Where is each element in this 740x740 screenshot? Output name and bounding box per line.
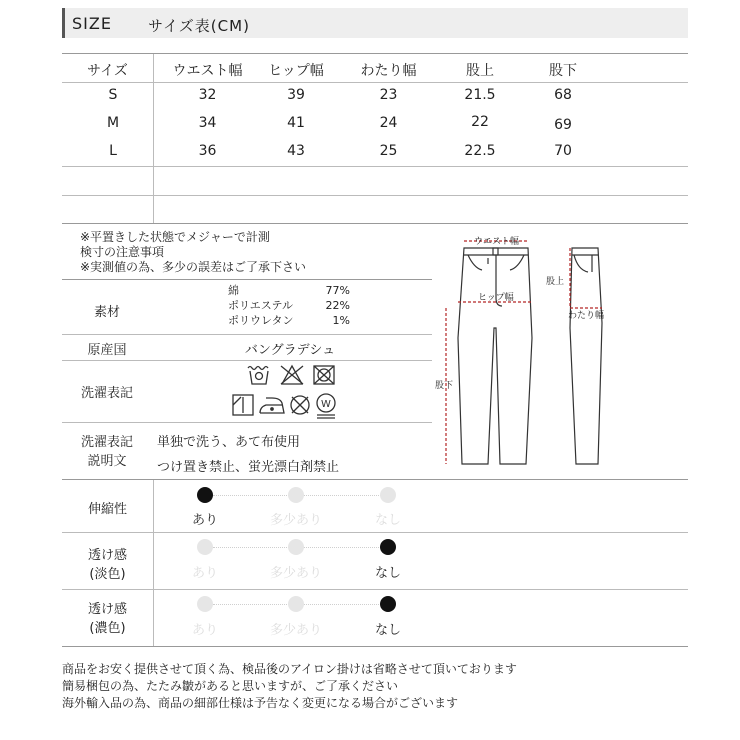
hip-label: ヒップ幅 [478, 293, 514, 303]
footer-note-ironing: 商品をお安く提供させて頂く為、検品後のアイロン掛けは省略させて頂いております [62, 662, 517, 676]
rating-dot [197, 596, 213, 612]
rating-dot-selected [380, 539, 396, 555]
material-name: ポリウレタン [228, 314, 294, 327]
material-name: ポリエステル [228, 299, 294, 312]
no-tumble-dry-icon [314, 366, 334, 384]
origin-label: 原産国 [87, 343, 127, 358]
material-pct: 1% [332, 314, 350, 327]
cell-rise: 22.5 [464, 143, 496, 159]
rating-option: あり [191, 623, 218, 638]
rating-option: なし [374, 513, 401, 528]
header-size-label: SIZE [72, 14, 112, 33]
rating-option: あり [191, 513, 218, 528]
cell-waist: 36 [198, 143, 217, 159]
rise-label: 股上 [546, 277, 565, 287]
pants-diagram [430, 228, 620, 476]
note-tolerance: ※実測値の為、多少の誤差はご了承下さい [80, 260, 307, 274]
note-caution: 検寸の注意事項 [80, 245, 165, 259]
origin-value: バングラデシュ [244, 343, 336, 358]
cell-hip: 41 [287, 115, 305, 131]
thigh-label: わたり幅 [568, 311, 605, 321]
rating-label: 透け感 [87, 602, 127, 617]
waist-label: ウエスト幅 [474, 237, 520, 247]
wash-icons [230, 362, 350, 420]
wash-desc-line-2: つけ置き禁止、蛍光漂白剤禁止 [157, 460, 340, 475]
col-header-inseam: 股下 [549, 63, 577, 79]
cell-thigh: 25 [379, 143, 398, 159]
cell-inseam: 69 [554, 117, 572, 133]
cell-size: L [109, 143, 117, 159]
cell-size: M [106, 115, 120, 131]
cell-waist: 32 [198, 87, 217, 103]
wash-desc-label: 洗濯表記 [80, 435, 133, 450]
rating-dot-selected [380, 596, 396, 612]
rating-sublabel: (濃色) [89, 621, 126, 636]
col-header-hip: ヒップ幅 [268, 63, 324, 79]
rating-dot [288, 487, 304, 503]
col-header-rise: 股上 [466, 63, 494, 79]
material-label: 素材 [93, 305, 120, 320]
footer-note-packaging: 簡易梱包の為、たたみ皺があると思いますが、ご了承ください [62, 679, 399, 693]
col-header-size: サイズ [87, 63, 128, 79]
cell-thigh: 23 [379, 87, 398, 103]
col-header-thigh: わたり幅 [360, 63, 417, 79]
cell-hip: 43 [287, 143, 305, 159]
rating-option: なし [374, 566, 401, 581]
rating-sublabel: (淡色) [89, 567, 126, 582]
rating-dot [197, 539, 213, 555]
wash-desc-line-1: 単独で洗う、あて布使用 [157, 435, 301, 450]
rating-option: なし [374, 623, 401, 638]
wash-desc-label-2: 説明文 [87, 454, 127, 469]
material-pct: 77% [325, 284, 350, 297]
iron-low-icon [260, 398, 284, 413]
cell-inseam: 68 [554, 87, 572, 103]
svg-text:W: W [321, 399, 331, 410]
rating-label: 透け感 [87, 548, 127, 563]
cell-size: S [108, 87, 118, 103]
pants-front-icon [458, 248, 532, 464]
wet-clean-mild-icon [317, 394, 335, 418]
rating-dot-selected [197, 487, 213, 503]
line-dry-shade-icon [233, 395, 253, 415]
header-accent-bar [62, 8, 65, 38]
rating-label: 伸縮性 [87, 502, 127, 517]
rating-option: 多少あり [269, 623, 322, 638]
footer-note-spec-change: 海外輸入品の為、商品の細部仕様は予告なく変更になる場合がございます [62, 696, 459, 710]
no-bleach-icon [281, 366, 303, 384]
rating-option: 多少あり [269, 566, 322, 581]
rating-dot [380, 487, 396, 503]
cell-rise: 21.5 [464, 87, 496, 103]
wash-tub-icon [248, 367, 268, 385]
rating-dot [288, 596, 304, 612]
cell-waist: 34 [198, 115, 217, 131]
material-pct: 22% [325, 299, 350, 312]
header-title: サイズ表(CM) [148, 17, 250, 35]
rating-option: あり [191, 566, 218, 581]
inseam-label: 股下 [435, 381, 454, 391]
pants-side-icon [568, 248, 605, 464]
col-header-waist: ウエスト幅 [172, 63, 243, 79]
rating-option: 多少あり [269, 513, 322, 528]
material-name: 綿 [228, 284, 239, 297]
cell-inseam: 70 [554, 143, 572, 159]
no-dry-clean-icon [291, 396, 309, 414]
note-measure: ※平置きした状態でメジャーで計測 [80, 230, 270, 244]
cell-hip: 39 [287, 87, 305, 103]
cell-thigh: 24 [379, 115, 398, 131]
wash-label: 洗濯表記 [80, 386, 133, 401]
rating-dot [288, 539, 304, 555]
cell-rise: 22 [471, 114, 489, 130]
